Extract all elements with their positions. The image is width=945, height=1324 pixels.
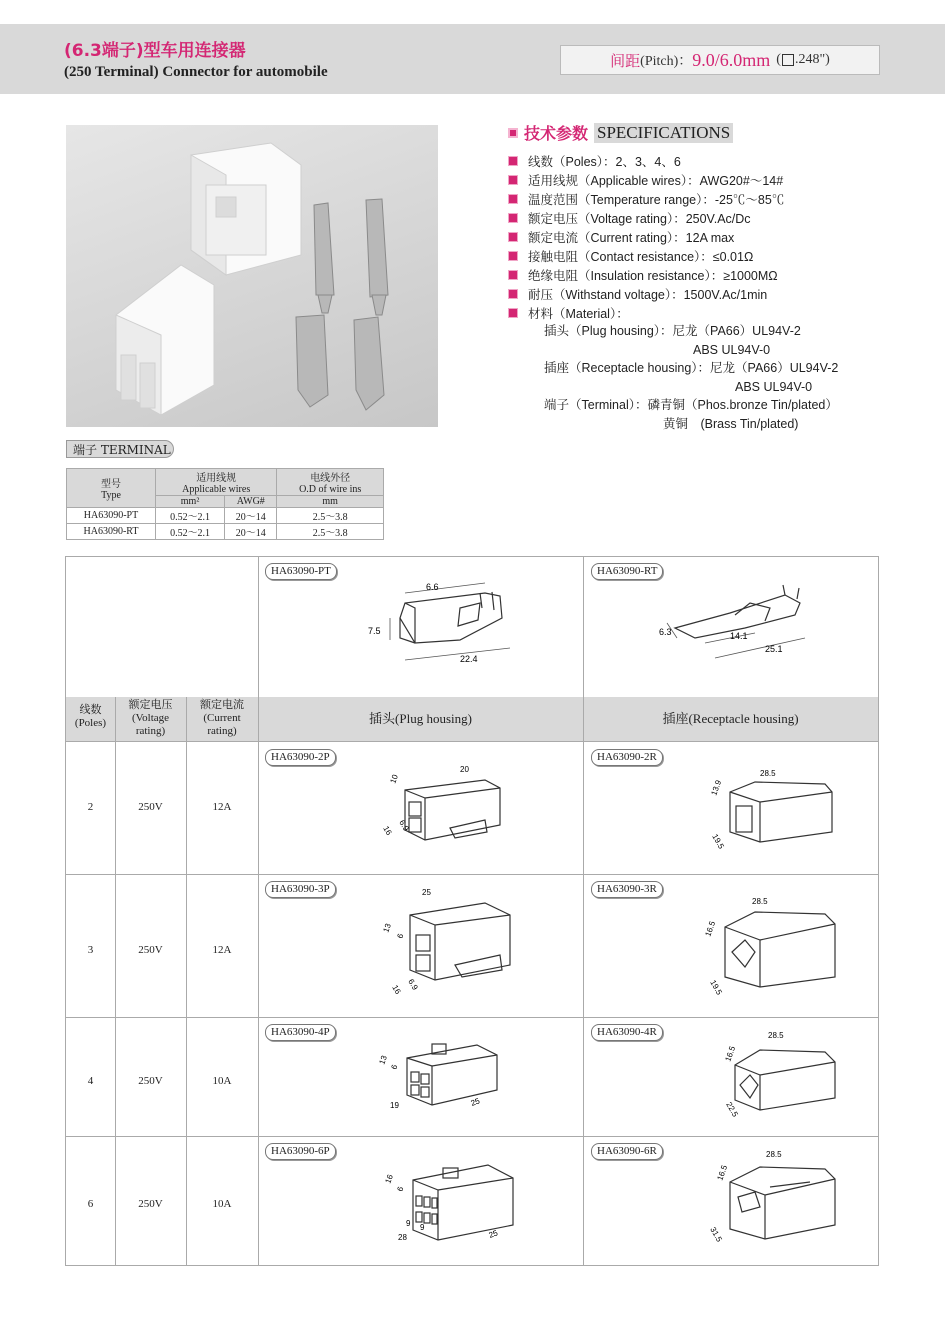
cell-poles: 3 xyxy=(87,944,94,956)
spec-text: 额定电流（Current rating）：12A max xyxy=(528,230,735,245)
bullet-icon xyxy=(508,213,518,223)
grid-line xyxy=(258,556,259,1266)
dim-label: 19.5 xyxy=(710,832,726,851)
material-plug: 插头（Plug housing）：尼龙（PA66）UL94V-2 xyxy=(544,324,801,338)
code-label: HA63090-2P xyxy=(265,749,336,766)
spec-row xyxy=(508,284,838,303)
receptacle-4r-drawing xyxy=(700,1030,850,1120)
receptacle-2r-drawing xyxy=(700,762,850,862)
cell-mm2: 0.52～2.1 xyxy=(156,508,225,524)
code-label: HA63090-6P xyxy=(265,1143,336,1160)
terminal-table xyxy=(66,468,384,540)
grid-line xyxy=(66,874,878,875)
th-wires-en: Applicable wires xyxy=(182,484,251,495)
spec-text: 接触电阻（Contact resistance）：≤0.01Ω xyxy=(528,249,754,264)
plug-3p-drawing xyxy=(370,885,530,1000)
specs-title-en: SPECIFICATIONS xyxy=(594,123,733,143)
dim-label: 25.1 xyxy=(765,644,783,654)
th-mm: mm xyxy=(277,496,384,508)
dim-label: 6 xyxy=(395,932,406,940)
th-mm2: mm² xyxy=(156,496,225,508)
dim-label: 28.5 xyxy=(768,1031,784,1040)
dim-label: 16.5 xyxy=(703,919,718,938)
bullet-icon xyxy=(508,270,518,280)
dim-label: 10 xyxy=(388,773,400,785)
dim-label: 28.5 xyxy=(766,1150,782,1159)
spec-text: 绝缘电阻（Insulation resistance）：≥1000MΩ xyxy=(528,268,778,283)
pt-terminal-drawing xyxy=(360,578,535,673)
cell-voltage: 250V xyxy=(138,1198,163,1210)
grid-line xyxy=(186,697,187,1266)
code-label-rt: HA63090-RT xyxy=(591,563,663,580)
pitch-label-en: (Pitch)： xyxy=(640,54,693,69)
dim-label: 6 xyxy=(395,1185,406,1193)
code-label: HA63090-3P xyxy=(265,881,336,898)
grid-line xyxy=(66,741,878,742)
cell-type: HA63090-RT xyxy=(67,524,156,540)
pitch-inch-close: ") xyxy=(819,52,830,67)
square-icon xyxy=(782,54,794,66)
dim-label: 25 xyxy=(487,1228,500,1240)
cell-voltage: 250V xyxy=(138,944,163,956)
material-plug-abs: ABS UL94V-0 xyxy=(693,342,771,357)
page-title-en: (250 Terminal) Connector for automobile xyxy=(64,64,328,80)
grid-line xyxy=(66,1136,878,1137)
spec-text: 线数（Poles）：2、3、4、6 xyxy=(528,154,681,169)
specs-title-cn: 技术参数 xyxy=(524,124,589,143)
dim-label: 19 xyxy=(390,1101,399,1110)
th-od-en: O.D of wire ins xyxy=(299,484,362,495)
grid-line xyxy=(115,697,116,1266)
dim-label: 16 xyxy=(381,824,394,837)
dim-label: 6.3 xyxy=(659,627,672,637)
spec-text: 耐压（Withstand voltage）：1500V.Ac/1min xyxy=(528,287,768,302)
spec-row xyxy=(508,246,838,265)
dim-label: 6.6 xyxy=(426,582,439,592)
dim-label: 14.1 xyxy=(730,631,748,641)
cell-poles: 6 xyxy=(87,1198,94,1210)
spec-text: 温度范围（Temperature range）：-25℃～85℃ xyxy=(528,192,785,207)
table-row xyxy=(67,524,384,540)
grid-line xyxy=(66,1017,878,1018)
spec-row xyxy=(508,170,838,189)
th-od-cn: 电线外径 xyxy=(310,473,351,484)
product-photo xyxy=(66,125,438,427)
pitch-value: 9.0/6.0mm xyxy=(692,49,771,70)
bullet-icon xyxy=(508,156,518,166)
material-terminal-brass: 黄铜 (Brass Tin/plated) xyxy=(663,416,799,431)
pitch-inch-open: ( xyxy=(776,52,781,67)
pitch-label-cn: 间距 xyxy=(610,51,641,70)
code-label: HA63090-3R xyxy=(591,881,663,898)
cell-voltage: 250V xyxy=(138,801,163,813)
dim-label: 9 xyxy=(420,1223,425,1232)
cell-current: 10A xyxy=(212,1198,232,1210)
material-receptacle: 插座（Receptacle housing）：尼龙（PA66）UL94V-2 xyxy=(544,361,839,375)
dim-label: 6.9 xyxy=(397,818,411,833)
dim-label: 13 xyxy=(381,922,393,934)
cell-od: 2.5～3.8 xyxy=(277,508,384,524)
cell-poles: 4 xyxy=(87,1075,94,1087)
dim-label: 16.5 xyxy=(723,1044,738,1063)
spec-row xyxy=(508,189,838,208)
dim-label: 20 xyxy=(460,765,469,774)
code-label-pt: HA63090-PT xyxy=(265,563,337,580)
col-head-receptacle: 插座(Receptacle housing) xyxy=(662,711,799,726)
spec-row xyxy=(508,303,838,322)
bullet-icon xyxy=(508,251,518,261)
dim-label: 25 xyxy=(422,888,431,897)
table-row xyxy=(67,508,384,524)
plug-4p-drawing xyxy=(372,1030,522,1115)
dim-label: 28.5 xyxy=(752,897,768,906)
col-head-poles: 线数 (Poles) xyxy=(74,704,107,729)
cell-awg: 20～14 xyxy=(225,524,277,540)
spec-row xyxy=(508,151,838,170)
spec-text: 材料（Material）： xyxy=(528,306,629,321)
code-label: HA63090-4P xyxy=(265,1024,336,1041)
col-head-plug: 插头(Plug housing) xyxy=(369,711,472,726)
bullet-icon xyxy=(508,308,518,318)
page-title-cn: (6.3端子)型车用连接器 xyxy=(64,41,246,61)
th-awg: AWG# xyxy=(225,496,277,508)
spec-row xyxy=(508,227,838,246)
dim-label: 16.5 xyxy=(715,1163,730,1182)
plug-6p-drawing xyxy=(378,1150,528,1250)
dim-label: 28.5 xyxy=(760,769,776,778)
specs-list xyxy=(508,151,838,433)
material-terminal: 端子（Terminal）：磷青铜（Phos.bronze Tin/plated） xyxy=(544,398,838,412)
dim-label: 22.4 xyxy=(460,654,478,664)
bullet-icon xyxy=(508,232,518,242)
dim-label: 16 xyxy=(383,1173,395,1185)
grid-line xyxy=(583,556,584,1266)
spec-text: 适用线规（Applicable wires）：AWG20#～14# xyxy=(528,173,784,188)
spec-row xyxy=(508,265,838,284)
spec-text: 额定电压（Voltage rating）：250V.Ac/Dc xyxy=(528,211,751,226)
bullet-icon xyxy=(508,128,518,138)
spec-row xyxy=(508,208,838,227)
col-head-voltage: 额定电压 (Voltage rating) xyxy=(128,699,173,737)
cell-mm2: 0.52～2.1 xyxy=(156,524,225,540)
cell-current: 12A xyxy=(212,801,232,813)
dim-label: 22.5 xyxy=(724,1100,740,1119)
cell-awg: 20～14 xyxy=(225,508,277,524)
col-head-current: 额定电流 (Current rating) xyxy=(200,699,244,737)
cell-current: 12A xyxy=(212,944,232,956)
dim-label: 28 xyxy=(398,1233,407,1242)
cell-voltage: 250V xyxy=(138,1075,163,1087)
dim-label: 9 xyxy=(406,1219,411,1228)
dim-label: 13.9 xyxy=(709,778,724,797)
cell-current: 10A xyxy=(212,1075,232,1087)
code-label: HA63090-2R xyxy=(591,749,663,766)
dim-label: 6.9 xyxy=(406,977,420,992)
dim-label: 16 xyxy=(390,983,403,996)
cell-od: 2.5～3.8 xyxy=(277,524,384,540)
dim-label: 7.5 xyxy=(368,626,381,636)
th-wires-cn: 适用线规 xyxy=(196,473,237,484)
bullet-icon xyxy=(508,289,518,299)
code-label: HA63090-4R xyxy=(591,1024,663,1041)
cell-poles: 2 xyxy=(87,801,94,813)
code-label: HA63090-6R xyxy=(591,1143,663,1160)
receptacle-6r-drawing xyxy=(700,1147,850,1252)
dim-label: 6 xyxy=(389,1063,400,1071)
cell-type: HA63090-PT xyxy=(67,508,156,524)
bullet-icon xyxy=(508,175,518,185)
specs-title xyxy=(508,121,733,144)
plug-2p-drawing xyxy=(365,760,525,860)
rt-terminal-drawing xyxy=(655,583,825,668)
th-type-cn: 型号 xyxy=(101,479,121,490)
dim-label: 25 xyxy=(469,1096,482,1108)
dim-label: 13 xyxy=(377,1054,389,1066)
terminal-label: 端子 TERMINAL xyxy=(66,440,174,458)
receptacle-3r-drawing xyxy=(700,892,850,1004)
dim-label: 31.5 xyxy=(708,1225,724,1244)
th-type-en: Type xyxy=(101,490,121,501)
pitch-box xyxy=(560,45,880,75)
material-receptacle-abs: ABS UL94V-0 xyxy=(735,379,813,394)
dim-label: 19.5 xyxy=(708,978,724,997)
pitch-inch: .248 xyxy=(794,52,820,67)
bullet-icon xyxy=(508,194,518,204)
